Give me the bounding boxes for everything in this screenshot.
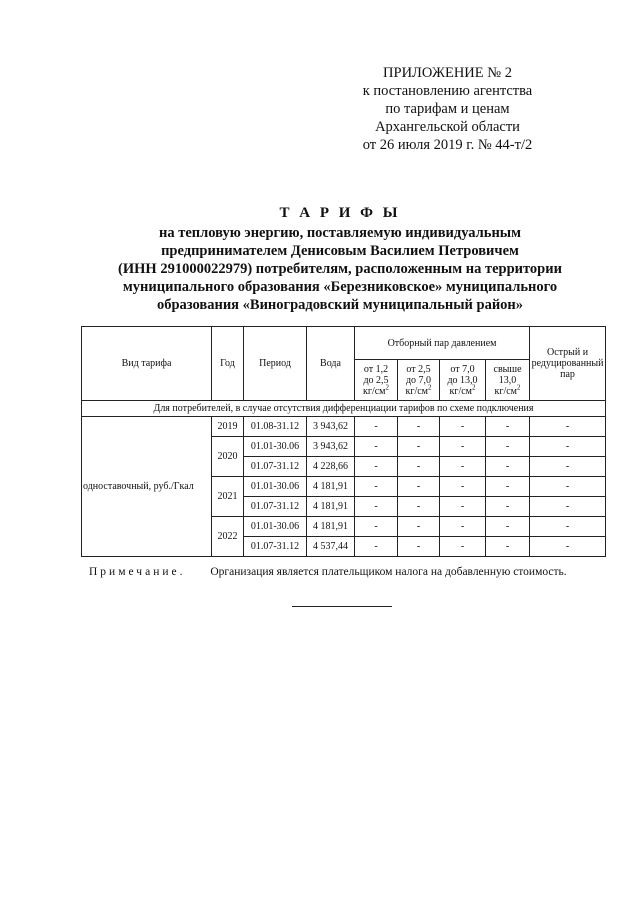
- steam-cell: -: [486, 437, 530, 457]
- steam-cell: -: [440, 537, 486, 557]
- steam-cell: -: [398, 457, 440, 477]
- steam-cell: -: [355, 457, 398, 477]
- tariff-table: [81, 326, 606, 557]
- sharp-steam-cell: -: [530, 477, 606, 497]
- title-heading: Т А Р И Ф Ы: [279, 205, 401, 221]
- title-line: на тепловую энергию, поставляемую индивидуальным: [158, 225, 522, 241]
- appendix-line: от 26 июля 2019 г. № 44-т/2: [362, 137, 533, 153]
- steam-cell: -: [398, 417, 440, 437]
- appendix-line: по тарифам и ценам: [385, 101, 510, 117]
- steam-cell: -: [355, 517, 398, 537]
- document-title: [70, 204, 610, 314]
- period-cell: 01.08-31.12: [244, 417, 307, 437]
- end-divider: [292, 606, 392, 607]
- header-steam-col: свыше 13,0 $кг/см^2$: [486, 360, 530, 401]
- water-cell: 4 228,66: [307, 457, 355, 477]
- header-steam-col: от 7,0 до 13,0 $кг/см^2$: [440, 360, 486, 401]
- appendix-header: [330, 64, 565, 154]
- year-cell: 2021: [212, 477, 244, 517]
- steam-cell: -: [355, 497, 398, 517]
- steam-cell: -: [486, 517, 530, 537]
- steam-cell: -: [355, 437, 398, 457]
- header-steam-col: от 1,2 до 2,5 $кг/см^2$: [355, 360, 398, 401]
- header-type: Вид тарифа: [82, 327, 212, 401]
- title-line: образования «Виноградовский муниципальный район»: [156, 297, 524, 313]
- steam-cell: -: [398, 497, 440, 517]
- footnote: [89, 566, 609, 578]
- table-row: [82, 417, 606, 437]
- steam-cell: -: [440, 437, 486, 457]
- water-cell: 4 181,91: [307, 517, 355, 537]
- water-cell: 4 181,91: [307, 497, 355, 517]
- steam-cell: -: [440, 497, 486, 517]
- steam-cell: -: [486, 417, 530, 437]
- water-cell: 4 181,91: [307, 477, 355, 497]
- sharp-steam-cell: -: [530, 417, 606, 437]
- steam-cell: -: [486, 497, 530, 517]
- steam-cell: -: [440, 477, 486, 497]
- steam-cell: -: [355, 417, 398, 437]
- sharp-steam-cell: -: [530, 517, 606, 537]
- period-cell: 01.07-31.12: [244, 457, 307, 477]
- period-cell: 01.01-30.06: [244, 477, 307, 497]
- steam-cell: -: [440, 457, 486, 477]
- appendix-line: ПРИЛОЖЕНИЕ № 2: [383, 65, 512, 81]
- steam-cell: -: [355, 537, 398, 557]
- year-cell: 2020: [212, 437, 244, 477]
- period-cell: 01.01-30.06: [244, 517, 307, 537]
- header-water: Вода: [307, 327, 355, 401]
- header-period: Период: [244, 327, 307, 401]
- steam-cell: -: [355, 477, 398, 497]
- period-cell: 01.07-31.12: [244, 537, 307, 557]
- water-cell: 3 943,62: [307, 437, 355, 457]
- steam-cell: -: [486, 477, 530, 497]
- period-cell: 01.07-31.12: [244, 497, 307, 517]
- title-line: (ИНН 291000022979) потребителям, расположенным на территории: [118, 261, 562, 277]
- title-line: предпринимателем Денисовым Василием Петровичем: [161, 243, 519, 259]
- sharp-steam-cell: -: [530, 437, 606, 457]
- steam-cell: -: [398, 537, 440, 557]
- footnote-label: Примечание.: [89, 566, 186, 578]
- title-line: муниципального образования «Березниковское» муниципального: [122, 279, 558, 295]
- tariff-type-cell: одноставочный, руб./Гкал: [82, 417, 212, 557]
- footnote-text: Организация является плательщиком налога на добавленную стоимость.: [210, 566, 567, 578]
- period-cell: 01.01-30.06: [244, 437, 307, 457]
- water-cell: 4 537,44: [307, 537, 355, 557]
- water-cell: 3 943,62: [307, 417, 355, 437]
- table-section-row: [82, 401, 606, 417]
- steam-cell: -: [398, 437, 440, 457]
- year-cell: 2019: [212, 417, 244, 437]
- steam-cell: -: [398, 517, 440, 537]
- steam-cell: -: [398, 477, 440, 497]
- steam-cell: -: [440, 417, 486, 437]
- sharp-steam-cell: -: [530, 537, 606, 557]
- table-header-row: [82, 327, 606, 360]
- header-steam-col: от 2,5 до 7,0 $кг/см^2$: [398, 360, 440, 401]
- steam-cell: -: [440, 517, 486, 537]
- header-year: Год: [212, 327, 244, 401]
- header-sharp-steam: Острый и редуцированный пар: [530, 327, 606, 401]
- header-steam-group: Отборный пар давлением: [355, 327, 530, 360]
- section-note: Для потребителей, в случае отсутствия дифференциации тарифов по схеме подключения: [82, 401, 606, 417]
- sharp-steam-cell: -: [530, 497, 606, 517]
- appendix-line: Архангельской области: [375, 119, 520, 135]
- sharp-steam-cell: -: [530, 457, 606, 477]
- steam-cell: -: [486, 537, 530, 557]
- appendix-line: к постановлению агентства: [362, 83, 533, 99]
- year-cell: 2022: [212, 517, 244, 557]
- steam-cell: -: [486, 457, 530, 477]
